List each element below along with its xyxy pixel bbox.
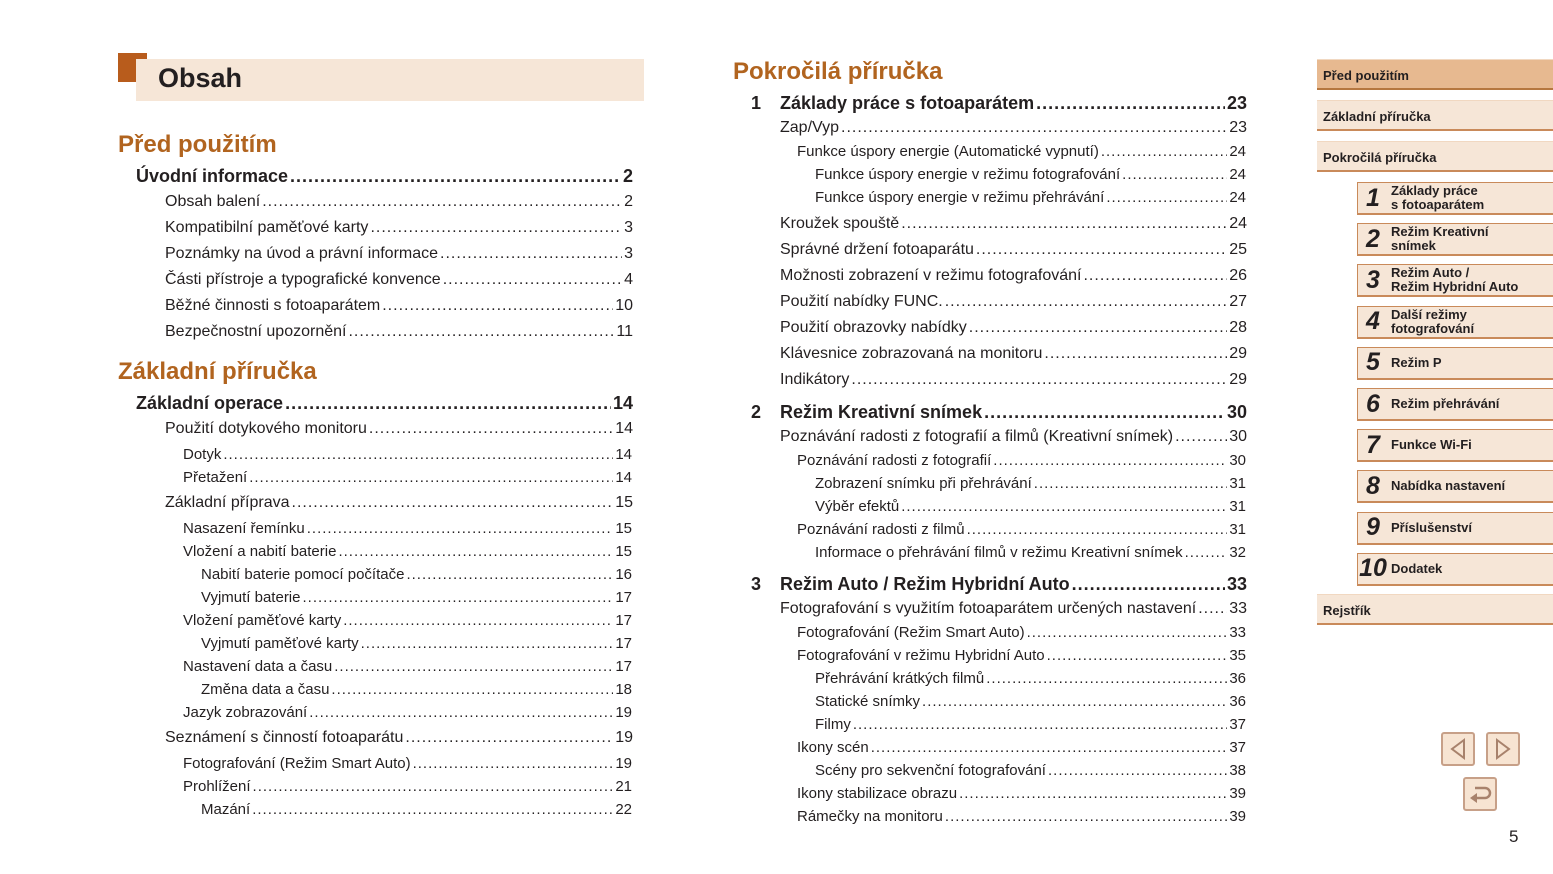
toc-entry-page: 37 [1229, 739, 1246, 756]
toc-entry-jazyk-zobrazovani[interactable] [183, 704, 632, 721]
dot-leader [223, 446, 613, 463]
sidebar-chapter-10[interactable] [1357, 553, 1553, 586]
toc-entry-fotografovani-rezim-smart-auto[interactable] [183, 755, 632, 772]
toc-entry-informace-o-prehravani-filmu-v-rezimu-kreativni-snimek[interactable] [815, 544, 1246, 561]
toc-entry-krouzek-spouste[interactable] [780, 215, 1247, 233]
dot-leader [331, 681, 613, 698]
sidebar-chapter-6[interactable] [1357, 388, 1553, 421]
toc-entry-page: 24 [1229, 143, 1246, 160]
toc-entry-label: Možnosti zobrazení v režimu fotografování [780, 267, 1082, 284]
toc-entry-casti-pristroje-a-typograficke-konvence[interactable] [165, 271, 633, 289]
toc-entry-page: 2 [624, 193, 633, 210]
toc-entry-label: Režim Auto / Režim Hybridní Auto [780, 574, 1070, 594]
sidebar-chapter-line2: fotografování [1391, 320, 1475, 336]
section-heading-pokrocila-prirucka: Pokročilá příručka [733, 58, 943, 85]
toc-entry-page: 10 [615, 297, 633, 314]
toc-entry-label: Použití dotykového monitoru [165, 420, 367, 437]
dot-leader [1027, 624, 1228, 641]
sidebar-chapter-label [1388, 479, 1505, 493]
toc-entry-page: 28 [1229, 319, 1247, 336]
toc-entry-zakladni-operace[interactable] [136, 393, 633, 414]
toc-entry-label: Použití obrazovky nabídky [780, 319, 967, 336]
toc-entry-page: 3 [624, 219, 633, 236]
toc-entry-label: Ikony scén [797, 739, 869, 756]
toc-entry-page: 33 [1226, 574, 1247, 594]
toc-entry-page: 19 [615, 704, 632, 721]
dot-leader [1072, 574, 1225, 595]
section-heading-zakladni-prirucka: Základní příručka [118, 358, 317, 385]
toc-entry-poznavani-radosti-z-fotografii-a-filmu-kreativni-snimek[interactable] [780, 428, 1247, 446]
dot-leader [1036, 93, 1225, 114]
toc-entry-label: Poznámky na úvod a právní informace [165, 245, 439, 262]
page-title: Obsah [158, 63, 243, 93]
toc-entry-label: Prohlížení [183, 778, 251, 795]
dot-leader [1122, 166, 1227, 183]
toc-entry-label: Poznávání radosti z fotografií a filmů (Kreativní snímek) [780, 428, 1174, 445]
toc-entry-page: 14 [615, 469, 632, 486]
sidebar-chapter-line2: Režim Hybridní Auto [1391, 279, 1519, 295]
toc-entry-ikony-scen[interactable] [797, 739, 1246, 756]
toc-entry-page: 36 [1229, 670, 1246, 687]
sidebar-chapter-line1: Režim přehrávání [1391, 396, 1500, 411]
sidebar-chapter-8[interactable] [1357, 470, 1553, 503]
sidebar-chapter-line1: Funkce Wi-Fi [1391, 437, 1472, 453]
toc-entry-page: 2 [622, 166, 633, 186]
return-button[interactable] [1463, 777, 1497, 811]
toc-entry-sceny-pro-sekvencni-fotografovani[interactable] [815, 762, 1246, 779]
sidebar-chapter-label [1388, 308, 1474, 336]
toc-entry-bezpecnostni-upozorneni[interactable] [165, 323, 633, 341]
toc-entry-label: Vyjmutí baterie [201, 589, 301, 606]
toc-entry-label: Výběr efektů [815, 498, 900, 515]
toc-entry-label: Nastavení data a času [183, 658, 333, 675]
toc-entry-label: Funkce úspory energie v režimu fotografování [815, 166, 1121, 183]
toc-entry-kompatibilni-pametove-karty[interactable] [165, 219, 633, 237]
toc-entry-page: 23 [1226, 93, 1247, 113]
sidebar-chapter-line1: Dodatek [1391, 560, 1443, 576]
chapter-number-icon: 6 [1366, 389, 1380, 418]
toc-entry-label: Fotografování (Režim Smart Auto) [183, 755, 411, 772]
toc-entry-staticke-snimky[interactable] [815, 693, 1246, 710]
dot-leader [853, 716, 1227, 733]
dot-leader [976, 241, 1227, 259]
sidebar-chapter-3[interactable] [1357, 264, 1553, 297]
toc-entry-label: Fotografování v režimu Hybridní Auto [797, 647, 1045, 664]
toc-entry-label: Filmy [815, 716, 851, 733]
chapter-number-icon: 10 [1359, 554, 1387, 583]
toc-entry-page: 24 [1229, 215, 1247, 232]
dot-leader [901, 215, 1227, 233]
toc-entry-label: Klávesnice zobrazovaná na monitoru [780, 345, 1043, 362]
toc-entry-filmy[interactable] [815, 716, 1246, 733]
sidebar-chapter-label [1388, 438, 1472, 452]
toc-entry-page: 15 [615, 543, 632, 560]
sidebar-chapter-line1: Základy práce [1391, 183, 1478, 198]
dot-leader [945, 293, 1227, 311]
dot-leader [851, 371, 1227, 389]
dot-leader [348, 323, 614, 341]
toc-entry-obsah-baleni[interactable] [165, 193, 633, 211]
dot-leader [370, 219, 622, 237]
dot-leader [986, 670, 1227, 687]
sidebar-chapter-label [1388, 184, 1484, 212]
toc-entry-label: Funkce úspory energie (Automatické vypnutí) [797, 143, 1099, 160]
toc-entry-page: 33 [1229, 600, 1247, 617]
sidebar-chapter-label [1388, 356, 1442, 370]
dot-leader [922, 693, 1227, 710]
chapter-number-icon: 7 [1366, 430, 1380, 459]
dot-leader [307, 520, 614, 537]
toc-entry-page: 17 [615, 612, 632, 629]
toc-entry-page: 18 [615, 681, 632, 698]
toc-entry-label: Základní příprava [165, 494, 290, 511]
sidebar-chapter-line1: Režim Auto / [1391, 265, 1470, 281]
toc-entry-label: Základní operace [136, 393, 284, 413]
toc-entry-moznosti-zobrazeni-v-rezimu-fotografovani[interactable] [780, 267, 1247, 285]
toc-entry-funkce-uspory-energie-v-rezimu-prehravani[interactable] [815, 189, 1246, 206]
toc-entry-page: 38 [1229, 762, 1246, 779]
dot-leader [309, 704, 613, 721]
prev-page-button[interactable] [1441, 732, 1475, 766]
toc-entry-page: 39 [1229, 808, 1246, 825]
chapter-number-icon: 1 [1366, 183, 1380, 212]
toc-entry-label: Dotyk [183, 446, 222, 463]
sidebar-chapter-line2: s fotoaparátem [1391, 197, 1485, 212]
dot-leader [443, 271, 622, 289]
toc-entry-label: Statické snímky [815, 693, 921, 710]
toc-entry-page: 35 [1229, 647, 1246, 664]
sidebar-chapter-line1: Příslušenství [1391, 519, 1472, 535]
toc-entry-fotografovani-v-rezimu-hybridni-auto[interactable] [797, 647, 1246, 664]
dot-leader [901, 498, 1227, 515]
toc-entry-label: Nabití baterie pomocí počítače [201, 566, 405, 583]
dot-leader [405, 729, 613, 747]
dot-leader [338, 543, 613, 560]
tab-pred-pouzitim[interactable]: Před použitím [1317, 59, 1553, 90]
dot-leader [252, 801, 613, 818]
toc-entry-klavesnice-zobrazovana-na-monitoru[interactable] [780, 345, 1247, 363]
dot-leader [1034, 475, 1228, 492]
chapter-number-icon: 8 [1366, 471, 1380, 500]
toc-entry-page: 14 [615, 420, 633, 437]
toc-entry-label: Mazání [201, 801, 251, 818]
toc-entry-label: Kompatibilní paměťové karty [165, 219, 369, 236]
toc-entry-zap-vyp[interactable] [780, 119, 1247, 137]
toc-entry-zaklady-prace-s-fotoaparatem[interactable] [780, 93, 1247, 114]
toc-entry-page: 32 [1229, 544, 1246, 561]
toc-entry-label: Poznávání radosti z filmů [797, 521, 965, 538]
toc-entry-page: 31 [1229, 498, 1246, 515]
chapter-number-icon: 2 [1366, 224, 1380, 253]
toc-entry-vyjmuti-baterie[interactable] [201, 589, 632, 606]
toc-entry-page: 21 [615, 778, 632, 795]
toc-entry-page: 23 [1229, 119, 1247, 136]
toc-entry-label: Vyjmutí paměťové karty [201, 635, 359, 652]
toc-entry-page: 3 [624, 245, 633, 262]
dot-leader [440, 245, 622, 263]
sidebar-chapter-label [1388, 266, 1518, 294]
chapter-number: 3 [751, 574, 762, 594]
toc-entry-page: 39 [1229, 785, 1246, 802]
dot-leader [1101, 143, 1228, 160]
toc-entry-indikatory[interactable] [780, 371, 1247, 389]
toc-entry-rezim-auto-rezim-hybridni-auto[interactable] [780, 574, 1247, 595]
toc-entry-label: Zap/Vyp [780, 119, 839, 136]
toc-entry-ramecky-na-monitoru[interactable] [797, 808, 1246, 825]
dot-leader [253, 778, 614, 795]
toc-entry-nasazeni-reminku[interactable] [183, 520, 632, 537]
arrow-left-icon [1448, 737, 1468, 761]
toc-entry-label: Ikony stabilizace obrazu [797, 785, 958, 802]
toc-entry-fotografovani-rezim-smart-auto[interactable] [797, 624, 1246, 641]
toc-entry-page: 17 [615, 635, 632, 652]
toc-entry-label: Jazyk zobrazování [183, 704, 308, 721]
chapter-number: 1 [751, 93, 762, 113]
dot-leader [967, 521, 1228, 538]
dot-leader [369, 420, 613, 438]
dot-leader [959, 785, 1227, 802]
dot-leader [1083, 267, 1227, 285]
toc-entry-label: Úvodní informace [136, 166, 289, 186]
toc-entry-zobrazeni-snimku-pri-prehravani[interactable] [815, 475, 1246, 492]
toc-entry-label: Obsah balení [165, 193, 261, 210]
dot-leader [984, 402, 1225, 423]
dot-leader [871, 739, 1228, 756]
toc-entry-ikony-stabilizace-obrazu[interactable] [797, 785, 1246, 802]
dot-leader [1047, 647, 1228, 664]
toc-entry-page: 29 [1229, 345, 1247, 362]
dot-leader [290, 166, 621, 187]
sidebar-chapter-5[interactable] [1357, 347, 1553, 380]
toc-entry-page: 17 [615, 589, 632, 606]
toc-entry-uvodni-informace[interactable] [136, 166, 633, 187]
toc-entry-page: 25 [1229, 241, 1247, 258]
sidebar-chapter-line1: Režim P [1391, 354, 1442, 370]
dot-leader [945, 808, 1227, 825]
chapter-number-icon: 3 [1366, 265, 1380, 294]
dot-leader [1185, 544, 1228, 561]
next-page-button[interactable] [1486, 732, 1520, 766]
sidebar-chapter-1[interactable] [1357, 182, 1553, 215]
dot-leader [343, 612, 613, 629]
dot-leader [969, 319, 1227, 337]
toc-entry-label: Nasazení řemínku [183, 520, 305, 537]
toc-entry-page: 17 [615, 658, 632, 675]
toc-entry-page: 31 [1229, 521, 1246, 538]
toc-entry-dotyk[interactable] [183, 446, 632, 463]
dot-leader [303, 589, 614, 606]
toc-entry-label: Vložení paměťové karty [183, 612, 342, 629]
toc-entry-label: Fotografování s využitím fotoaparátem určených nastavení [780, 600, 1197, 617]
toc-entry-label: Seznámení s činností fotoaparátu [165, 729, 404, 746]
toc-entry-page: 4 [624, 271, 633, 288]
sidebar-chapter-2[interactable] [1357, 223, 1553, 256]
toc-entry-label: Kroužek spouště [780, 215, 900, 232]
sidebar-chapter-line2: snímek [1391, 238, 1436, 254]
toc-entry-zmena-data-a-casu[interactable] [201, 681, 632, 698]
sidebar-chapter-4[interactable] [1357, 306, 1553, 339]
toc-entry-funkce-uspory-energie-v-rezimu-fotografovani[interactable] [815, 166, 1246, 183]
toc-entry-page: 26 [1229, 267, 1247, 284]
toc-entry-vlozeni-a-nabiti-baterie[interactable] [183, 543, 632, 560]
dot-leader [285, 393, 611, 414]
toc-entry-funkce-uspory-energie-automaticke-vypnuti[interactable] [797, 143, 1246, 160]
toc-entry-page: 37 [1229, 716, 1246, 733]
toc-entry-label: Scény pro sekvenční fotografování [815, 762, 1046, 779]
toc-entry-label: Bezpečnostní upozornění [165, 323, 347, 340]
toc-entry-pouziti-dotykoveho-monitoru[interactable] [165, 420, 633, 438]
toc-entry-page: 19 [615, 729, 633, 746]
toc-entry-page: 22 [615, 801, 632, 818]
toc-entry-page: 24 [1229, 189, 1246, 206]
sidebar-chapter-label [1388, 521, 1472, 535]
toc-entry-spravne-drzeni-fotoaparatu[interactable] [780, 241, 1247, 259]
dot-leader [361, 635, 614, 652]
toc-entry-page: 30 [1229, 428, 1247, 445]
sidebar-chapter-line1: Nabídka nastavení [1391, 478, 1506, 494]
toc-entry-poznamky-na-uvod-a-pravni-informace[interactable] [165, 245, 633, 263]
toc-entry-label: Fotografování (Režim Smart Auto) [797, 624, 1025, 641]
toc-entry-fotografovani-s-vyuzitim-fotoaparatem-urcenych-nastaveni[interactable] [780, 600, 1247, 618]
dot-leader [406, 566, 613, 583]
dot-leader [1048, 762, 1227, 779]
toc-entry-label: Indikátory [780, 371, 850, 388]
section-heading-pred-pouzitim: Před použitím [118, 131, 277, 158]
dot-leader [382, 297, 613, 315]
sidebar-chapter-label [1388, 562, 1442, 576]
dot-leader [334, 658, 613, 675]
dot-leader [841, 119, 1227, 137]
toc-entry-page: 33 [1229, 624, 1246, 641]
dot-leader [262, 193, 622, 211]
toc-entry-page: 30 [1226, 402, 1247, 422]
toc-entry-mazani[interactable] [201, 801, 632, 818]
toc-entry-label: Funkce úspory energie v režimu přehrávání [815, 189, 1105, 206]
toc-entry-label: Změna data a času [201, 681, 330, 698]
sidebar-chapter-line1: Další režimy [1391, 306, 1467, 322]
tab-pokrocila-prirucka[interactable]: Pokročilá příručka [1317, 141, 1553, 172]
toc-entry-label: Zobrazení snímku při přehrávání [815, 475, 1032, 492]
toc-entry-seznameni-s-cinnosti-fotoaparatu[interactable] [165, 729, 633, 747]
toc-entry-page: 19 [615, 755, 632, 772]
dot-leader [413, 755, 614, 772]
toc-entry-label: Správné držení fotoaparátu [780, 241, 974, 258]
toc-entry-page: 36 [1229, 693, 1246, 710]
toc-entry-prohlizeni[interactable] [183, 778, 632, 795]
toc-entry-rezim-kreativni-snimek[interactable] [780, 402, 1247, 423]
tab-rejstrik[interactable]: Rejstřík [1317, 594, 1553, 625]
toc-entry-page: 31 [1229, 475, 1246, 492]
return-icon [1467, 782, 1493, 806]
toc-entry-pouziti-obrazovky-nabidky[interactable] [780, 319, 1247, 337]
dot-leader [1175, 428, 1227, 446]
chapter-number-icon: 4 [1366, 307, 1380, 336]
toc-entry-page: 27 [1229, 293, 1247, 310]
chapter-number: 2 [751, 402, 762, 422]
toc-entry-label: Rámečky na monitoru [797, 808, 943, 825]
toc-entry-nabiti-baterie-pomoci-pocitace[interactable] [201, 566, 632, 583]
toc-entry-bezne-cinnosti-s-fotoaparatem[interactable] [165, 297, 633, 315]
dot-leader [292, 494, 614, 512]
dot-leader [1044, 345, 1227, 363]
page-number: 5 [1509, 827, 1519, 846]
toc-entry-page: 24 [1229, 166, 1246, 183]
toc-entry-page: 29 [1229, 371, 1247, 388]
tab-zakladni-prirucka[interactable]: Základní příručka [1317, 100, 1553, 131]
toc-entry-label: Použití nabídky FUNC. [780, 293, 943, 310]
toc-entry-label: Základy práce s fotoaparátem [780, 93, 1035, 113]
arrow-right-icon [1493, 737, 1513, 761]
toc-entry-page: 14 [612, 393, 633, 413]
chapter-number-icon: 9 [1366, 513, 1380, 542]
dot-leader [1198, 600, 1227, 618]
toc-entry-page: 14 [615, 446, 632, 463]
toc-entry-label: Vložení a nabití baterie [183, 543, 337, 560]
toc-entry-page: 16 [615, 566, 632, 583]
toc-entry-page: 30 [1229, 452, 1246, 469]
toc-entry-label: Přetažení [183, 469, 248, 486]
toc-entry-vyjmuti-pametove-karty[interactable] [201, 635, 632, 652]
toc-entry-label: Režim Kreativní snímek [780, 402, 983, 422]
toc-entry-label: Přehrávání krátkých filmů [815, 670, 985, 687]
toc-entry-label: Poznávání radosti z fotografií [797, 452, 992, 469]
toc-entry-poznavani-radosti-z-filmu[interactable] [797, 521, 1246, 538]
toc-entry-prehravani-kratkych-filmu[interactable] [815, 670, 1246, 687]
toc-entry-vlozeni-pametove-karty[interactable] [183, 612, 632, 629]
sidebar-chapter-line1: Režim Kreativní [1391, 224, 1489, 240]
dot-leader [993, 452, 1227, 469]
toc-entry-page: 11 [616, 323, 633, 340]
toc-entry-label: Běžné činnosti s fotoaparátem [165, 297, 381, 314]
toc-entry-pretazeni[interactable] [183, 469, 632, 486]
sidebar-chapter-label [1388, 225, 1489, 253]
dot-leader [1106, 189, 1227, 206]
toc-entry-page: 15 [615, 494, 633, 511]
toc-entry-zakladni-priprava[interactable] [165, 494, 633, 512]
toc-entry-label: Části přístroje a typografické konvence [165, 271, 441, 288]
toc-entry-page: 15 [615, 520, 632, 537]
toc-entry-poznavani-radosti-z-fotografii[interactable] [797, 452, 1246, 469]
dot-leader [249, 469, 613, 486]
toc-entry-vyber-efektu[interactable] [815, 498, 1246, 515]
chapter-number-icon: 5 [1366, 348, 1380, 377]
toc-entry-nastaveni-data-a-casu[interactable] [183, 658, 632, 675]
sidebar-chapter-label [1388, 397, 1499, 411]
sidebar-chapter-9[interactable] [1357, 512, 1553, 545]
toc-entry-pouziti-nabidky-func[interactable] [780, 293, 1247, 311]
sidebar-chapter-7[interactable] [1357, 429, 1553, 462]
toc-entry-label: Informace o přehrávání filmů v režimu Kreativní snímek [815, 544, 1183, 561]
